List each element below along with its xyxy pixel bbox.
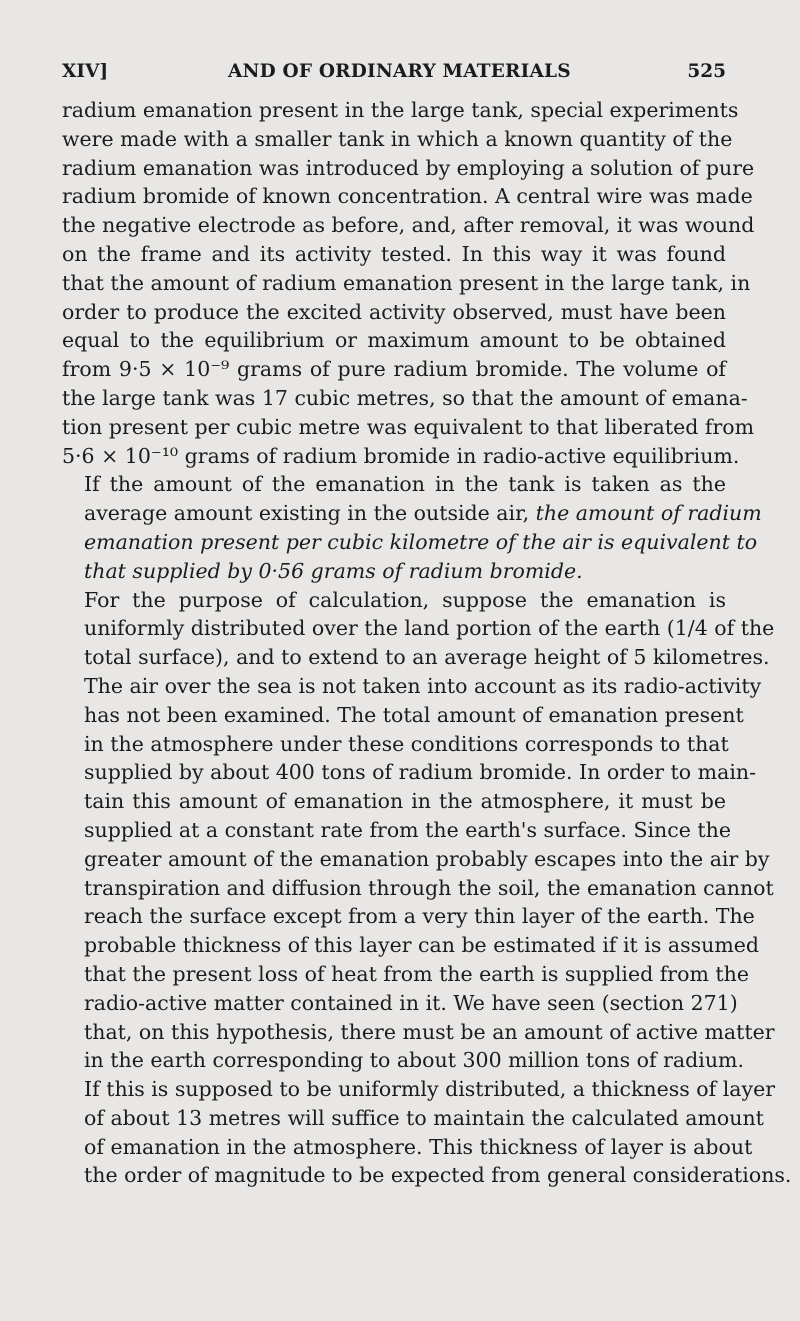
text-line: of about 13 metres will suffice to maintain the calculated amount bbox=[84, 1105, 764, 1130]
text-line: supplied at a constant rate from the earth's surface. Since the bbox=[84, 817, 731, 842]
running-title: AND OF ORDINARY MATERIALS bbox=[228, 61, 571, 82]
text-line: transpiration and diffusion through the soil, the emanation cannot bbox=[84, 875, 774, 900]
plain-text: average amount existing in the outside air, bbox=[84, 501, 536, 526]
text-line: has not been examined. The total amount of emanation present bbox=[84, 702, 744, 727]
text-line: 5·6 × 10⁻¹⁰ grams of radium bromide in radio-active equilibrium. bbox=[62, 443, 740, 468]
page-content bbox=[62, 56, 792, 1190]
text-line: tion present per cubic metre was equivalent to that liberated from bbox=[62, 414, 755, 439]
text-line-mixed bbox=[62, 499, 762, 528]
text-line: from 9·5 × 10⁻⁹ grams of pure radium bromide. The volume of bbox=[62, 357, 726, 382]
text-line: in the atmosphere under these conditions corresponds to that bbox=[84, 731, 729, 756]
text-line: the negative electrode as before, and, after removal, it was wound bbox=[62, 213, 755, 238]
text-line: that the amount of radium emanation present in the large tank, in bbox=[62, 270, 751, 295]
text-line: tain this amount of emanation in the atmosphere, it must be bbox=[84, 789, 726, 814]
paragraph-3 bbox=[62, 586, 792, 1191]
text-line: in the earth corresponding to about 300 million tons of radium. bbox=[84, 1048, 744, 1073]
body-text bbox=[62, 96, 792, 1190]
text-line: equal to the equilibrium or maximum amount to be obtained bbox=[62, 328, 726, 353]
text-line: on the frame and its activity tested. In this way it was found bbox=[62, 241, 726, 266]
text-line: of emanation in the atmosphere. This thickness of layer is about bbox=[84, 1134, 753, 1159]
text-line: were made with a smaller tank in which a known quantity of the bbox=[62, 126, 733, 151]
text-line: reach the surface except from a very thin layer of the earth. The bbox=[84, 904, 755, 929]
text-line: probable thickness of this layer can be estimated if it is assumed bbox=[84, 933, 760, 958]
text-line: total surface), and to extend to an average height of 5 kilometres. bbox=[84, 645, 770, 670]
italic-text: the amount of radium bbox=[535, 501, 762, 526]
text-line: order to produce the excited activity observed, must have been bbox=[62, 299, 726, 324]
chapter-marker: XIV] bbox=[62, 61, 109, 82]
text-line: radium emanation present in the large tank, special experiments bbox=[62, 98, 739, 122]
text-line: radium bromide of known concentration. A central wire was made bbox=[62, 184, 753, 209]
text-line: the large tank was 17 cubic metres, so that the amount of emana- bbox=[62, 385, 748, 410]
text-line: If this is supposed to be uniformly distributed, a thickness of layer bbox=[84, 1077, 775, 1102]
text-line: uniformly distributed over the land portion of the earth (1/4 of the bbox=[84, 616, 775, 641]
paragraph-2 bbox=[62, 470, 762, 585]
text-line: the order of magnitude to be expected from general considerations. bbox=[84, 1163, 792, 1188]
italic-text: that supplied by 0·56 grams of radium bromide. bbox=[84, 558, 583, 583]
text-line: that, on this hypothesis, there must be an amount of active matter bbox=[84, 1019, 775, 1044]
paragraph-1 bbox=[62, 96, 755, 470]
text-line: that the present loss of heat from the earth is supplied from the bbox=[84, 961, 749, 986]
text-line: radio-active matter contained in it. We have seen (section 271) bbox=[84, 990, 738, 1015]
text-line: radium emanation was introduced by employing a solution of pure bbox=[62, 155, 755, 180]
text-line: supplied by about 400 tons of radium bromide. In order to main- bbox=[84, 760, 757, 785]
text-line: greater amount of the emanation probably escapes into the air by bbox=[84, 846, 770, 871]
text-line bbox=[62, 557, 726, 586]
text-line bbox=[62, 528, 758, 557]
text-line: If the amount of the emanation in the tank is taken as the bbox=[84, 472, 726, 497]
page-number: 525 bbox=[687, 61, 726, 82]
running-head bbox=[62, 56, 726, 96]
text-line: The air over the sea is not taken into account as its radio-activity bbox=[84, 673, 762, 698]
italic-text: emanation present per cubic kilometre of the air is equivalent to bbox=[84, 529, 758, 554]
text-line: For the purpose of calculation, suppose the emanation is bbox=[84, 587, 726, 612]
